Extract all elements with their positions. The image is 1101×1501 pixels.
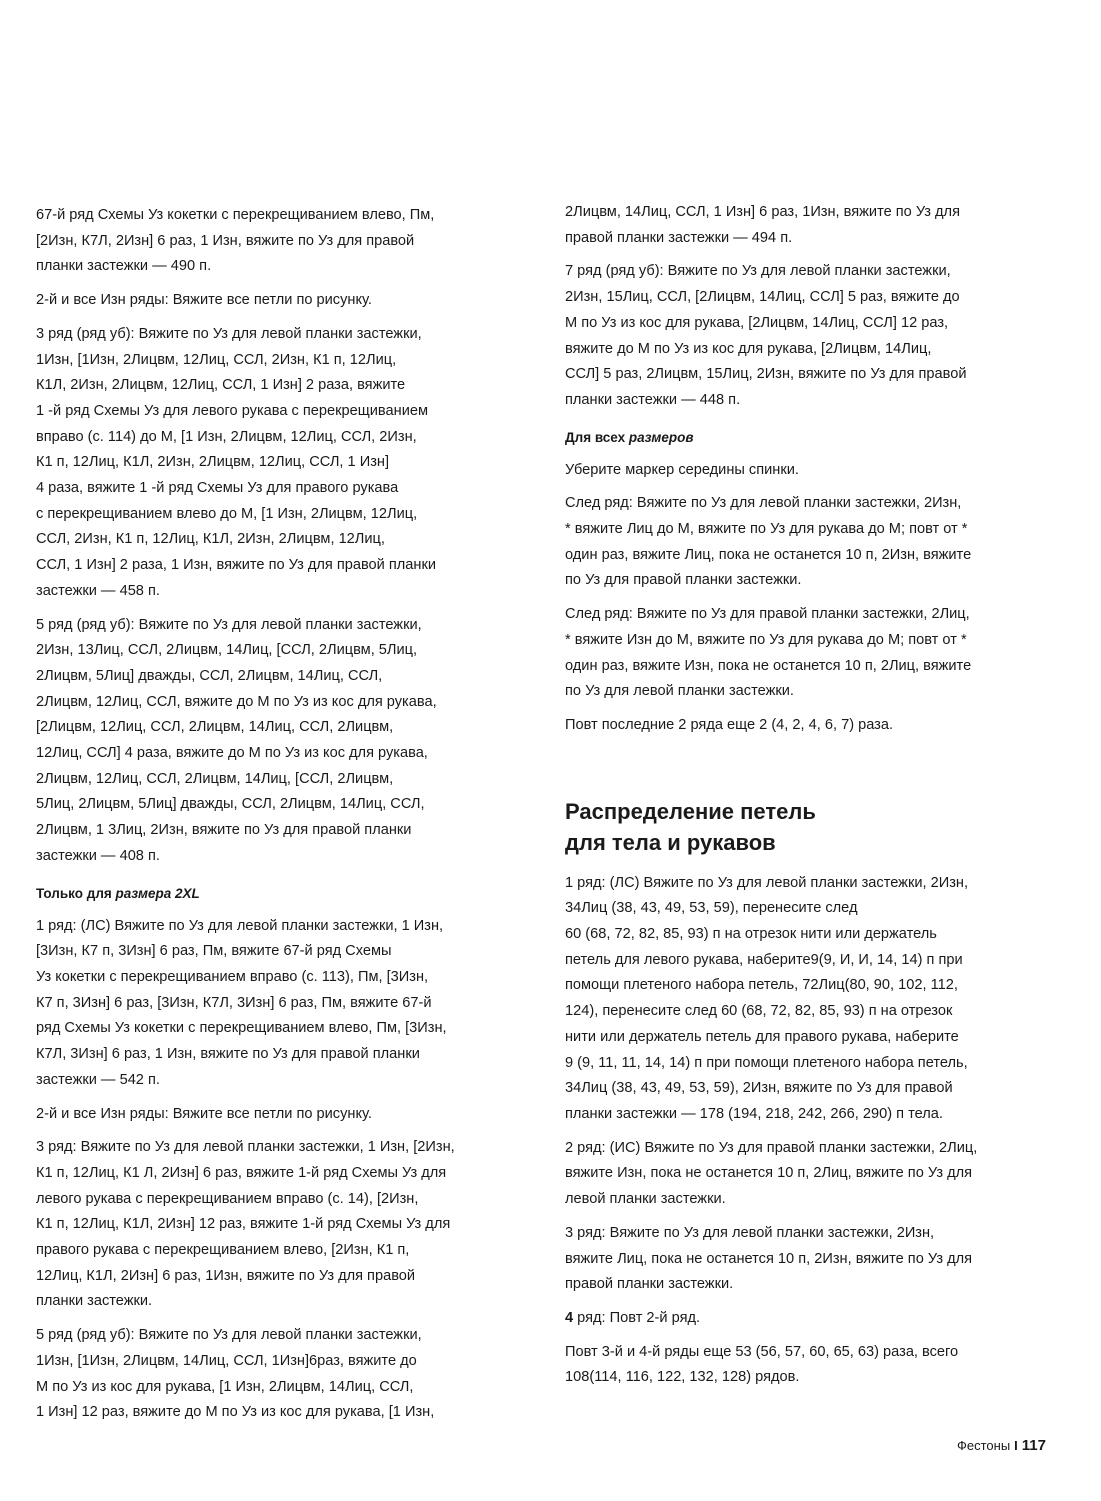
paragraph bbox=[36, 613, 506, 870]
paragraph bbox=[565, 1306, 1040, 1332]
paragraph bbox=[565, 259, 1040, 413]
text-line: М по Уз из кос для рукава, [2Лицвм, 14Лиц, ССЛ] 12 раз, bbox=[565, 314, 949, 331]
text-line: 2Лицвм, 14Лиц, ССЛ, 1 Изн] 6 раз, 1Изн, вяжите по Уз для bbox=[565, 204, 960, 220]
text-line: 1 Изн] 12 раз, вяжите до М по Уз из кос для рукава, [1 Изн, bbox=[36, 1404, 435, 1421]
text-line: 1 -й ряд Схемы Уз для левого рукава с перекрещиванием bbox=[36, 402, 428, 419]
text-line: 2-й и все Изн ряды: Вяжите все петли по рисунку. bbox=[36, 292, 372, 309]
paragraph bbox=[36, 1323, 506, 1426]
text-line: 2Лицвм, 1 3Лиц, 2Изн, вяжите по Уз для правой планки bbox=[36, 822, 412, 839]
text-line: К7Л, 3Изн] 6 раз, 1 Изн, вяжите по Уз для правой планки bbox=[36, 1046, 420, 1063]
paragraph bbox=[36, 914, 506, 1094]
text-line: 7 ряд (ряд уб): Вяжите по Уз для левой планки застежки, bbox=[565, 263, 951, 280]
text-line: планки застежки. bbox=[36, 1293, 153, 1310]
text-line: правой планки застежки — 494 п. bbox=[565, 229, 793, 246]
text-line: След ряд: Вяжите по Уз для левой планки застежки, 2Изн, bbox=[565, 495, 962, 512]
text-line: 12Лиц, К1Л, 2Изн] 6 раз, 1Изн, вяжите по Уз для правой bbox=[36, 1267, 416, 1284]
text-line: нити или держатель петель для правого рукава, наберите bbox=[565, 1028, 959, 1045]
text-line: Уз кокетки с перекрещиванием вправо (с. 113), Пм, [3Изн, bbox=[36, 968, 429, 985]
text-line: 108(114, 116, 122, 132, 128) рядов. bbox=[565, 1369, 800, 1386]
paragraph bbox=[565, 1340, 1040, 1391]
text-line: застежки — 458 п. bbox=[36, 582, 160, 599]
text-line: ряд Схемы Уз кокетки с перекрещиванием влево, Пм, [3Изн, bbox=[36, 1020, 447, 1037]
paragraph bbox=[36, 1135, 506, 1315]
text-line: ССЛ] 5 раз, 2Лицвм, 15Лиц, 2Изн, вяжите по Уз для правой bbox=[565, 366, 967, 383]
text-line: 3 ряд: Вяжите по Уз для левой планки застежки, 1 Изн, [2Изн, bbox=[36, 1139, 455, 1156]
text-line: Распределение петель bbox=[565, 798, 816, 824]
text-line: ССЛ, 1 Изн] 2 раза, 1 Изн, вяжите по Уз для правой планки bbox=[36, 557, 437, 574]
text-line: вяжите Изн, пока не останется 10 п, 2Лиц, вяжите по Уз для bbox=[565, 1165, 972, 1182]
paragraph bbox=[565, 458, 1040, 484]
text-line: 3 ряд (ряд уб): Вяжите по Уз для левой планки застежки, bbox=[36, 325, 422, 342]
right-column bbox=[565, 200, 1040, 1399]
text-line: 12Лиц, ССЛ] 4 раза, вяжите до М по Уз из кос для рукава, bbox=[36, 745, 428, 762]
left-column bbox=[36, 203, 506, 1434]
text-line: Повт последние 2 ряда еще 2 (4, 2, 4, 6, 7) раза. bbox=[565, 716, 894, 733]
text-line: Уберите маркер середины спинки. bbox=[565, 461, 799, 478]
text-line: 1 ряд: (ЛС) Вяжите по Уз для левой планки застежки, 2Изн, bbox=[565, 874, 969, 891]
text-line: 34Лиц (38, 43, 49, 53, 59), перенесите след bbox=[565, 900, 858, 917]
text-line: 1 ряд: (ЛС) Вяжите по Уз для левой планки застежки, 1 Изн, bbox=[36, 917, 444, 934]
text-line: один раз, вяжите Изн, пока не останется 10 п, 2Лиц, вяжите bbox=[565, 657, 972, 674]
paragraph bbox=[565, 1136, 1040, 1213]
text-line: К1 п, 12Лиц, К1Л, 2Изн] 12 раз, вяжите 1-й ряд Схемы Уз для bbox=[36, 1216, 451, 1233]
text-line: планки застежки — 448 п. bbox=[565, 391, 741, 408]
text-line: правого рукава с перекрещиванием влево, [2Изн, К1 п, bbox=[36, 1242, 410, 1259]
text-line: 60 (68, 72, 82, 85, 93) п на отрезок нити или держатель bbox=[565, 926, 937, 943]
text-line: 2Лицвм, 12Лиц, ССЛ, 2Лицвм, 14Лиц, [ССЛ, 2Лицвм, bbox=[36, 770, 394, 787]
text-line: 9 (9, 11, 11, 14, 14) п при помощи плетеного набора петель, bbox=[565, 1054, 968, 1071]
section-heading bbox=[565, 796, 1040, 858]
text-line: К1 п, 12Лиц, К1Л, 2Изн, 2Лицвм, 12Лиц, ССЛ, 1 Изн] bbox=[36, 454, 389, 471]
text-line: * вяжите Изн до М, вяжите по Уз для рукава до М; повт от * bbox=[565, 631, 967, 648]
text-line: ССЛ, 2Изн, К1 п, 12Лиц, К1Л, 2Изн, 2Лицвм, 12Лиц, bbox=[36, 531, 385, 548]
text-line: 2Лицвм, 12Лиц, ССЛ, вяжите до М по Уз из кос для рукава, bbox=[36, 693, 437, 710]
text-line: петель для левого рукава, наберите9(9, И, И, 14, 14) п при bbox=[565, 951, 963, 968]
text-line: След ряд: Вяжите по Уз для правой планки застежки, 2Лиц, bbox=[565, 606, 970, 623]
text-line: 2 ряд: (ИС) Вяжите по Уз для правой планки застежки, 2Лиц, bbox=[565, 1139, 978, 1156]
text-line: планки застежки — 490 п. bbox=[36, 258, 212, 275]
paragraph bbox=[36, 288, 506, 314]
text-line: 2-й и все Изн ряды: Вяжите все петли по рисунку. bbox=[36, 1105, 372, 1122]
paragraph bbox=[36, 203, 506, 280]
text-line: 1Изн, [1Изн, 2Лицвм, 14Лиц, ССЛ, 1Изн]6раз, вяжите до bbox=[36, 1352, 417, 1369]
text-line: 4 раза, вяжите 1 -й ряд Схемы Уз для правого рукава bbox=[36, 480, 399, 497]
page-footer bbox=[957, 1437, 1046, 1454]
paragraph bbox=[565, 491, 1040, 594]
text-line: застежки — 542 п. bbox=[36, 1071, 160, 1088]
text-line: М по Уз из кос для рукава, [1 Изн, 2Лицвм, 14Лиц, ССЛ, bbox=[36, 1378, 414, 1395]
subheading-text: Только для bbox=[36, 885, 116, 901]
text-line: для тела и рукавов bbox=[565, 829, 776, 855]
footer-separator: I bbox=[1014, 1438, 1018, 1453]
text-line: 2Изн, 13Лиц, ССЛ, 2Лицвм, 14Лиц, [ССЛ, 2Лицвм, 5Лиц, bbox=[36, 642, 418, 659]
text-line: помощи плетеного набора петель, 72Лиц(80, 90, 102, 112, bbox=[565, 977, 958, 994]
text-line: 67-й ряд Схемы Уз кокетки с перекрещиванием влево, Пм, bbox=[36, 207, 435, 223]
text-line: ряд: Повт 2-й ряд. bbox=[573, 1309, 701, 1326]
subheading-emphasis: размеров bbox=[628, 429, 694, 445]
paragraph bbox=[565, 1221, 1040, 1298]
text-line: по Уз для левой планки застежки. bbox=[565, 683, 794, 700]
text-line: К1 п, 12Лиц, К1 Л, 2Изн] 6 раз, вяжите 1-й ряд Схемы Уз для bbox=[36, 1164, 447, 1181]
text-line: вяжите Лиц, пока не останется 10 п, 2Изн, вяжите по Уз для bbox=[565, 1250, 972, 1267]
paragraph bbox=[565, 713, 1040, 739]
page-number: 117 bbox=[1021, 1437, 1046, 1454]
text-line: с перекрещиванием влево до М, [1 Изн, 2Лицвм, 12Лиц, bbox=[36, 505, 418, 522]
text-line: * вяжите Лиц до М, вяжите по Уз для рукава до М; повт от * bbox=[565, 521, 968, 538]
text-line: [3Изн, К7 п, 3Изн] 6 раз, Пм, вяжите 67-й ряд Схемы bbox=[36, 943, 392, 960]
text-line: вяжите до М по Уз из кос для рукава, [2Лицвм, 14Лиц, bbox=[565, 340, 932, 357]
text-line: [2Изн, К7Л, 2Изн] 6 раз, 1 Изн, вяжите по Уз для правой bbox=[36, 232, 415, 249]
text-line: 5 ряд (ряд уб): Вяжите по Уз для левой планки застежки, bbox=[36, 1327, 422, 1344]
text-line: один раз, вяжите Лиц, пока не останется 10 п, 2Изн, вяжите bbox=[565, 546, 972, 563]
text-line: 5Лиц, 2Лицвм, 5Лиц] дважды, ССЛ, 2Лицвм, 14Лиц, ССЛ, bbox=[36, 796, 425, 813]
paragraph bbox=[36, 1102, 506, 1128]
row-number: 4 bbox=[565, 1309, 574, 1326]
footer-section: Фестоны bbox=[956, 1438, 1011, 1453]
text-line: правой планки застежки. bbox=[565, 1276, 734, 1293]
text-line: левого рукава с перекрещиванием вправо (с. 14), [2Изн, bbox=[36, 1190, 419, 1207]
text-line: К7 п, 3Изн] 6 раз, [3Изн, К7Л, 3Изн] 6 раз, Пм, вяжите 67-й bbox=[36, 994, 432, 1011]
paragraph bbox=[565, 200, 1040, 251]
text-line: 2Изн, 15Лиц, ССЛ, [2Лицвм, 14Лиц, ССЛ] 5 раз, вяжите до bbox=[565, 289, 960, 306]
paragraph bbox=[36, 322, 506, 605]
paragraph bbox=[565, 871, 1040, 1128]
subheading-text: Для всех bbox=[565, 429, 629, 445]
subheading-emphasis: размера 2XL bbox=[115, 885, 200, 901]
text-line: левой планки застежки. bbox=[565, 1191, 726, 1208]
text-line: 1Изн, [1Изн, 2Лицвм, 12Лиц, ССЛ, 2Изн, К1 п, 12Лиц, bbox=[36, 351, 397, 368]
subheading bbox=[565, 428, 1040, 448]
text-line: Повт 3-й и 4-й ряды еще 53 (56, 57, 60, 65, 63) раза, всего bbox=[565, 1343, 959, 1360]
paragraph bbox=[565, 602, 1040, 705]
text-line: планки застежки — 178 (194, 218, 242, 266, 290) п тела. bbox=[565, 1105, 943, 1122]
text-line: вправо (с. 114) до М, [1 Изн, 2Лицвм, 12Лиц, ССЛ, 2Изн, bbox=[36, 428, 417, 445]
text-line: 34Лиц (38, 43, 49, 53, 59), 2Изн, вяжите по Уз для правой bbox=[565, 1080, 953, 1097]
text-line: застежки — 408 п. bbox=[36, 847, 160, 864]
text-line: 5 ряд (ряд уб): Вяжите по Уз для левой планки застежки, bbox=[36, 616, 422, 633]
text-line: 3 ряд: Вяжите по Уз для левой планки застежки, 2Изн, bbox=[565, 1224, 935, 1241]
subheading bbox=[36, 884, 506, 904]
text-line: 124), перенесите след 60 (68, 72, 82, 85, 93) п на отрезок bbox=[565, 1003, 953, 1020]
text-line: [2Лицвм, 12Лиц, ССЛ, 2Лицвм, 14Лиц, ССЛ, 2Лицвм, bbox=[36, 719, 394, 736]
text-line: по Уз для правой планки застежки. bbox=[565, 572, 802, 589]
text-line: К1Л, 2Изн, 2Лицвм, 12Лиц, ССЛ, 1 Изн] 2 раза, вяжите bbox=[36, 377, 406, 394]
text-line: 2Лицвм, 5Лиц] дважды, ССЛ, 2Лицвм, 14Лиц, ССЛ, bbox=[36, 667, 383, 684]
